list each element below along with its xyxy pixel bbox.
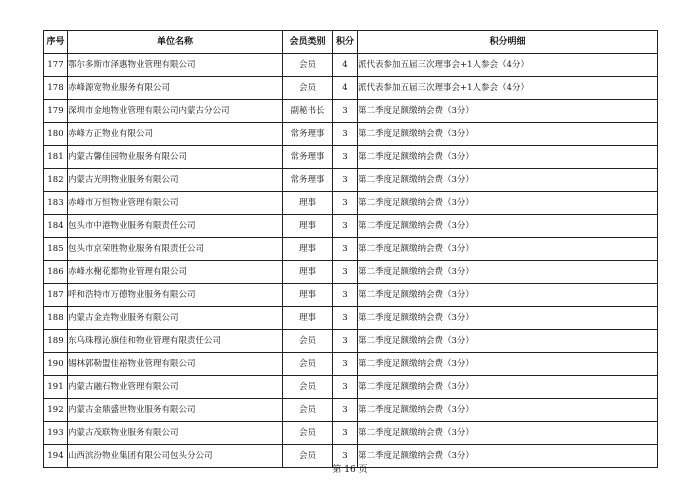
header-detail: 积分明细 [358, 31, 658, 54]
row-number: 187 [44, 284, 68, 307]
table-row [44, 307, 658, 330]
unit-name: 赤峰水榭花都物业管理有限公司 [68, 261, 283, 284]
points-value: 3 [333, 169, 358, 192]
unit-name: 内蒙古馨佳园物业服务有限公司 [68, 146, 283, 169]
points-value: 3 [333, 445, 358, 468]
member-type: 会员 [283, 353, 333, 376]
row-number: 194 [44, 445, 68, 468]
row-number: 190 [44, 353, 68, 376]
unit-name: 内蒙古金鼎盛世物业服务有限公司 [68, 399, 283, 422]
member-type: 理事 [283, 192, 333, 215]
member-type: 会员 [283, 77, 333, 100]
points-detail: 第二季度足额缴纳会费（3分） [358, 445, 658, 468]
points-detail: 第二季度足额缴纳会费（3分） [358, 238, 658, 261]
unit-name: 鄂尔多斯市泽惠物业管理有限公司 [68, 54, 283, 77]
row-number: 182 [44, 169, 68, 192]
row-number: 179 [44, 100, 68, 123]
unit-name: 赤峰源宽物业服务有限公司 [68, 77, 283, 100]
points-value: 3 [333, 123, 358, 146]
row-number: 185 [44, 238, 68, 261]
points-detail: 第二季度足额缴纳会费（3分） [358, 284, 658, 307]
table-row [44, 146, 658, 169]
unit-name: 锡林郭勒盟佳裕物业管理有限公司 [68, 353, 283, 376]
table-row [44, 77, 658, 100]
row-number: 184 [44, 215, 68, 238]
unit-name: 呼和浩特市万德物业服务有限公司 [68, 284, 283, 307]
unit-name: 赤峰市万恒物业管理有限公司 [68, 192, 283, 215]
table-body [44, 54, 658, 468]
row-number: 178 [44, 77, 68, 100]
unit-name: 内蒙古金垚物业服务有限公司 [68, 307, 283, 330]
points-detail: 第二季度足额缴纳会费（3分） [358, 399, 658, 422]
points-value: 3 [333, 146, 358, 169]
points-value: 3 [333, 376, 358, 399]
member-type: 理事 [283, 238, 333, 261]
header-points: 积分 [333, 31, 358, 54]
points-value: 4 [333, 77, 358, 100]
points-detail: 第二季度足额缴纳会费（3分） [358, 123, 658, 146]
row-number: 193 [44, 422, 68, 445]
table-row [44, 238, 658, 261]
unit-name: 内蒙古茂联物业服务有限公司 [68, 422, 283, 445]
row-number: 188 [44, 307, 68, 330]
points-detail: 第二季度足额缴纳会费（3分） [358, 100, 658, 123]
points-detail: 第二季度足额缴纳会费（3分） [358, 261, 658, 284]
unit-name: 内蒙古融石物业管理有限公司 [68, 376, 283, 399]
points-detail: 第二季度足额缴纳会费（3分） [358, 376, 658, 399]
points-detail: 第二季度足额缴纳会费（3分） [358, 146, 658, 169]
header-type: 会员类别 [283, 31, 333, 54]
points-value: 4 [333, 54, 358, 77]
table-row [44, 192, 658, 215]
points-value: 3 [333, 192, 358, 215]
unit-name: 赤峰方正物业有限公司 [68, 123, 283, 146]
member-type: 理事 [283, 261, 333, 284]
points-detail: 第二季度足额缴纳会费（3分） [358, 307, 658, 330]
unit-name: 山西滨汾物业集团有限公司包头分公司 [68, 445, 283, 468]
points-value: 3 [333, 261, 358, 284]
table-row [44, 261, 658, 284]
member-type: 会员 [283, 330, 333, 353]
points-detail: 派代表参加五届三次理事会+1人参会（4分） [358, 54, 658, 77]
member-type: 会员 [283, 445, 333, 468]
member-type: 常务理事 [283, 146, 333, 169]
table-row [44, 54, 658, 77]
points-detail: 第二季度足额缴纳会费（3分） [358, 215, 658, 238]
member-type: 会员 [283, 422, 333, 445]
points-value: 3 [333, 422, 358, 445]
points-detail: 第二季度足额缴纳会费（3分） [358, 169, 658, 192]
page-number: 第 16 页 [332, 465, 368, 475]
member-type: 常务理事 [283, 169, 333, 192]
points-detail: 第二季度足额缴纳会费（3分） [358, 353, 658, 376]
table-header-row [44, 31, 658, 54]
row-number: 192 [44, 399, 68, 422]
row-number: 180 [44, 123, 68, 146]
points-detail: 派代表参加五届三次理事会+1人参会（4分） [358, 77, 658, 100]
table-row [44, 284, 658, 307]
unit-name: 包头市京荣胜物业服务有限责任公司 [68, 238, 283, 261]
unit-name: 深圳市金地物业管理有限公司内蒙古分公司 [68, 100, 283, 123]
unit-name: 东乌珠穆沁旗佳和物业管理有限责任公司 [68, 330, 283, 353]
points-value: 3 [333, 399, 358, 422]
row-number: 181 [44, 146, 68, 169]
table-row [44, 215, 658, 238]
row-number: 191 [44, 376, 68, 399]
table-row [44, 123, 658, 146]
header-name: 单位名称 [68, 31, 283, 54]
points-value: 3 [333, 353, 358, 376]
points-detail: 第二季度足额缴纳会费（3分） [358, 422, 658, 445]
member-type: 会员 [283, 399, 333, 422]
points-value: 3 [333, 238, 358, 261]
table-row [44, 100, 658, 123]
member-type: 副秘书长 [283, 100, 333, 123]
table-row [44, 169, 658, 192]
table-row [44, 376, 658, 399]
points-value: 3 [333, 215, 358, 238]
member-type: 常务理事 [283, 123, 333, 146]
table-row [44, 330, 658, 353]
unit-name: 内蒙古光明物业服务有限公司 [68, 169, 283, 192]
member-type: 会员 [283, 54, 333, 77]
points-value: 3 [333, 330, 358, 353]
row-number: 183 [44, 192, 68, 215]
points-detail: 第二季度足额缴纳会费（3分） [358, 330, 658, 353]
table-row [44, 422, 658, 445]
points-detail: 第二季度足额缴纳会费（3分） [358, 192, 658, 215]
table-row [44, 399, 658, 422]
member-type: 会员 [283, 376, 333, 399]
points-value: 3 [333, 100, 358, 123]
member-type: 理事 [283, 284, 333, 307]
points-table [43, 30, 658, 468]
header-no: 序号 [44, 31, 68, 54]
points-value: 3 [333, 284, 358, 307]
row-number: 186 [44, 261, 68, 284]
points-value: 3 [333, 307, 358, 330]
member-type: 理事 [283, 307, 333, 330]
unit-name: 包头市中港物业服务有限责任公司 [68, 215, 283, 238]
row-number: 177 [44, 54, 68, 77]
table-row [44, 353, 658, 376]
row-number: 189 [44, 330, 68, 353]
member-type: 理事 [283, 215, 333, 238]
